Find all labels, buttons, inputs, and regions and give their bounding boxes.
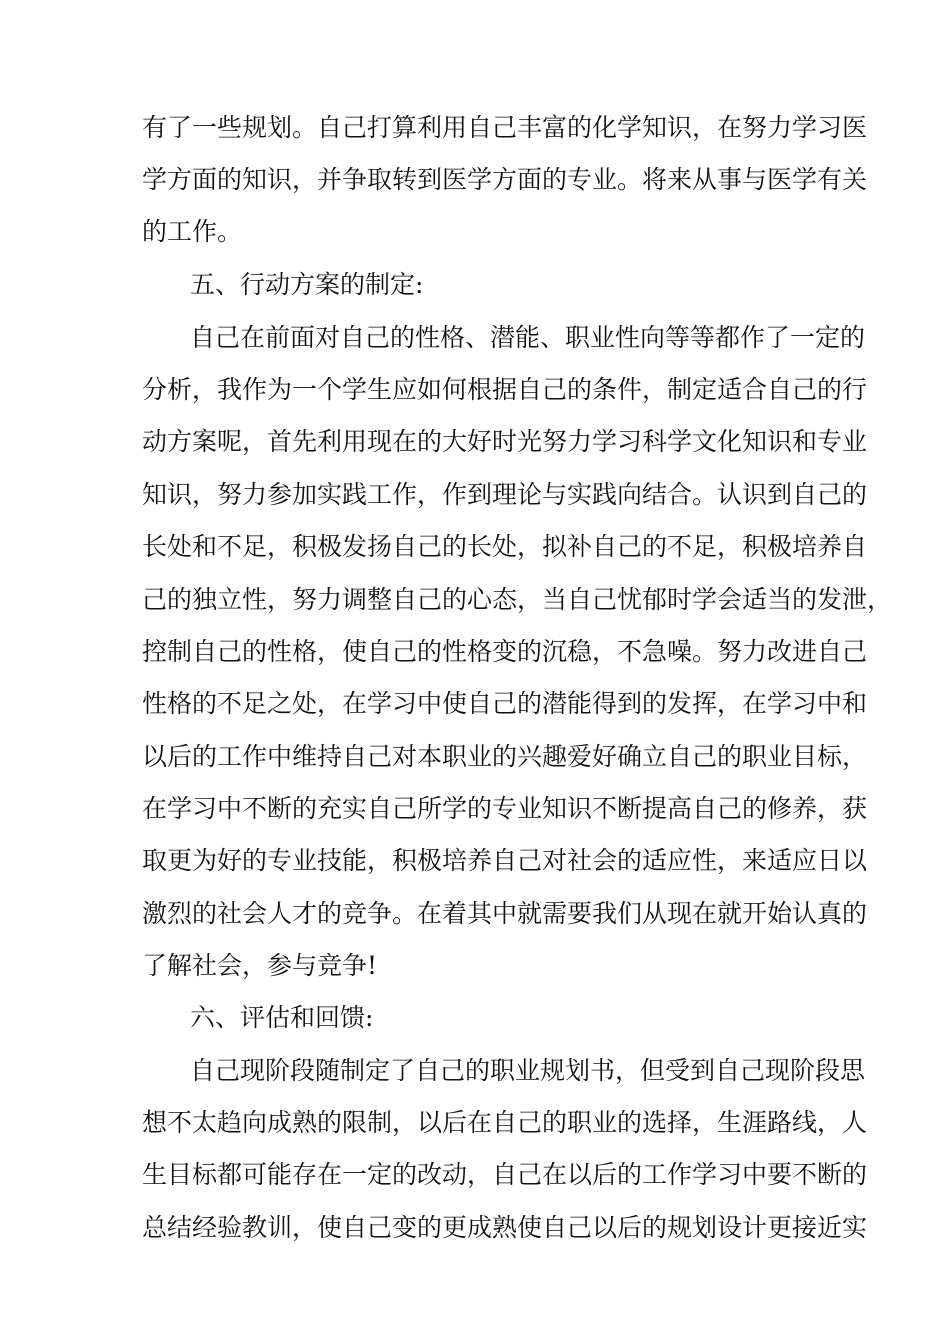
body-line: 控制自己的性格，使自己的性格变的沉稳，不急噪。努力改进自己 xyxy=(142,637,868,666)
body-line: 激烈的社会人才的竞争。在着其中就需要我们从现在就开始认真的 xyxy=(142,899,868,928)
body-line: 自己在前面对自己的性格、潜能、职业性向等等都作了一定的 xyxy=(190,323,866,352)
body-line: 取更为好的专业技能，积极培养自己对社会的适应性，来适应日以 xyxy=(142,846,868,875)
section-heading-6: 六、评估和回馈: xyxy=(190,1003,374,1032)
section-heading-5: 五、行动方案的制定: xyxy=(190,270,424,299)
body-line: 学方面的知识，并争取转到医学方面的专业。将来从事与医学有关 xyxy=(142,165,868,194)
body-line: 了解社会，参与竞争! xyxy=(142,951,378,980)
body-line: 长处和不足，积极发扬自己的长处，拟补自己的不足，积极培养自 xyxy=(142,532,868,561)
body-line: 己的独立性，努力调整自己的心态，当自己忧郁时学会适当的发泄， xyxy=(142,585,893,614)
body-line: 自己现阶段随制定了自己的职业规划书，但受到自己现阶段思 xyxy=(190,1056,866,1085)
body-line: 知识，努力参加实践工作，作到理论与实践向结合。认识到自己的 xyxy=(142,480,868,509)
body-line: 在学习中不断的充实自己所学的专业知识不断提高自己的修养，获 xyxy=(142,794,868,823)
body-line: 动方案呢，首先利用现在的大好时光努力学习科学文化知识和专业 xyxy=(142,427,868,456)
body-line: 以后的工作中维持自己对本职业的兴趣爱好确立自己的职业目标， xyxy=(142,742,868,771)
body-line: 总结经验教训，使自己变的更成熟使自己以后的规划设计更接近实 xyxy=(142,1213,868,1242)
body-line: 生目标都可能存在一定的改动，自己在以后的工作学习中要不断的 xyxy=(142,1160,868,1189)
body-line: 有了一些规划。自己打算利用自己丰富的化学知识，在努力学习医 xyxy=(142,113,868,142)
body-line: 的工作。 xyxy=(142,217,243,246)
body-line: 分析，我作为一个学生应如何根据自己的条件，制定适合自己的行 xyxy=(142,375,868,404)
body-line: 性格的不足之处，在学习中使自己的潜能得到的发挥，在学习中和 xyxy=(142,689,868,718)
body-line: 想不太趋向成熟的限制，以后在自己的职业的选择，生涯路线，人 xyxy=(142,1108,868,1137)
